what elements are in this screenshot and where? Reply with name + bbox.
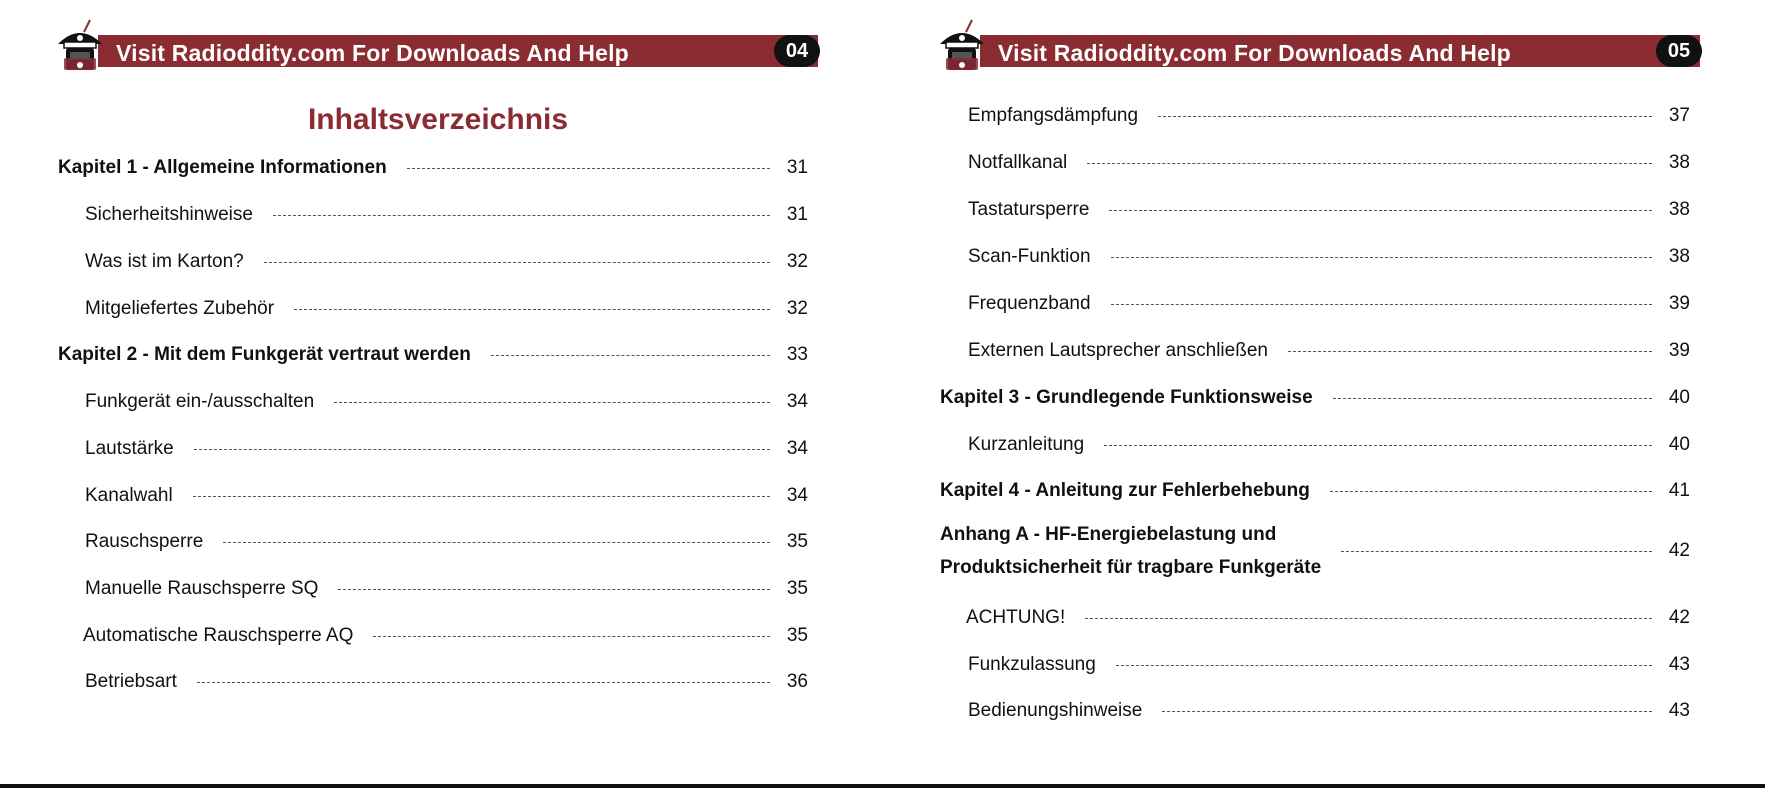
toc-entry[interactable]	[966, 605, 1690, 631]
toc-entry-label: Betriebsart	[85, 671, 177, 692]
toc-entry[interactable]	[968, 150, 1690, 176]
toc-entry[interactable]	[85, 249, 808, 275]
toc-entry-label: Rauschsperre	[85, 531, 204, 552]
toc-entry[interactable]	[968, 197, 1690, 223]
dot-leader	[197, 682, 770, 683]
toc-entry[interactable]	[85, 576, 808, 602]
dot-leader	[334, 402, 770, 403]
toc-entry-label: Funkzulassung	[968, 654, 1096, 675]
toc-entry[interactable]	[968, 291, 1690, 317]
toc-page-right	[940, 0, 1700, 788]
toc-entry[interactable]	[85, 202, 808, 228]
toc-entry-label: Manuelle Rauschsperre SQ	[85, 578, 319, 599]
page-header	[58, 18, 818, 70]
toc-entry-page: 38	[1668, 199, 1690, 220]
toc-entry-page: 31	[786, 204, 808, 225]
pirate-radio-mascot-icon	[56, 18, 104, 78]
toc-entry-label: Funkgerät ein-/ausschalten	[85, 391, 315, 412]
dot-leader	[338, 589, 770, 590]
toc-entry-label: Empfangsdämpfung	[968, 105, 1139, 126]
toc-entry-label: Tastatursperre	[968, 199, 1090, 220]
dot-leader	[1111, 304, 1652, 305]
toc-entry-label: Frequenzband	[968, 293, 1091, 314]
toc-entry-label: Externen Lautsprecher anschließen	[968, 340, 1268, 361]
toc-entry-label: Kapitel 2 - Mit dem Funkgerät vertraut werden	[58, 344, 471, 365]
toc-entry[interactable]	[968, 338, 1690, 364]
toc-entry-label	[940, 518, 1321, 584]
toc-entry[interactable]	[85, 296, 808, 322]
dot-leader	[1341, 551, 1652, 552]
header-text: Visit Radioddity.com For Downloads And Help	[116, 40, 629, 66]
toc-entry[interactable]	[85, 483, 808, 509]
toc-entry-page: 41	[1668, 480, 1690, 501]
toc-entry-page: 40	[1668, 387, 1690, 408]
toc-entry-page: 31	[786, 157, 808, 178]
toc-entry-page: 34	[786, 485, 808, 506]
toc-entry-page: 42	[1668, 607, 1690, 628]
toc-appendix-a[interactable]	[940, 519, 1690, 583]
dot-leader	[373, 636, 770, 637]
dot-leader	[1087, 163, 1652, 164]
page-number-badge: 05	[1656, 35, 1702, 67]
toc-chapter-1[interactable]	[58, 155, 808, 181]
toc-entry-label-line1: Anhang A - HF-Energiebelastung und	[940, 524, 1277, 545]
toc-entry[interactable]	[85, 389, 808, 415]
dot-leader	[491, 355, 770, 356]
toc-entry-page: 35	[786, 578, 808, 599]
toc-entry[interactable]	[83, 623, 808, 649]
toc-title: Inhaltsverzeichnis	[307, 103, 569, 136]
toc-entry-page: 43	[1668, 654, 1690, 675]
toc-entry-page: 39	[1668, 340, 1690, 361]
toc-entry-label: Lautstärke	[85, 438, 174, 459]
toc-entry-label: Bedienungshinweise	[968, 700, 1143, 721]
toc-entry-label: Notfallkanal	[968, 152, 1068, 173]
toc-entry-label-line2: Produktsicherheit für tragbare Funkgeräte	[940, 557, 1322, 578]
toc-entry-page: 32	[786, 298, 808, 319]
toc-entry[interactable]	[968, 103, 1690, 129]
toc-entry-label: Automatische Rauschsperre AQ	[83, 625, 354, 646]
dot-leader	[1116, 665, 1652, 666]
toc-entry-label: Kapitel 4 - Anleitung zur Fehlerbehebung	[940, 480, 1310, 501]
dot-leader	[193, 496, 770, 497]
toc-entry[interactable]	[85, 669, 808, 695]
toc-entry-page: 32	[786, 251, 808, 272]
dot-leader	[1109, 210, 1652, 211]
toc-entry-label: Mitgeliefertes Zubehör	[85, 298, 275, 319]
toc-chapter-4[interactable]	[940, 478, 1690, 504]
dot-leader	[194, 449, 770, 450]
toc-entry-page: 37	[1668, 105, 1690, 126]
toc-page-left	[58, 0, 818, 788]
dot-leader	[264, 262, 770, 263]
toc-entry-label: Kanalwahl	[85, 485, 173, 506]
toc-entry-page: 35	[786, 625, 808, 646]
toc-chapter-2[interactable]	[58, 342, 808, 368]
toc-entry-page: 35	[786, 531, 808, 552]
toc-entry-page: 38	[1668, 152, 1690, 173]
toc-entry[interactable]	[968, 432, 1690, 458]
toc-entry[interactable]	[968, 698, 1690, 724]
toc-entry-label: Sicherheitshinweise	[85, 204, 253, 225]
header-text: Visit Radioddity.com For Downloads And Help	[998, 40, 1511, 66]
toc-chapter-3[interactable]	[940, 385, 1690, 411]
toc-entry-page: 33	[786, 344, 808, 365]
page-number-badge: 04	[774, 35, 820, 67]
toc-entry-label: Was ist im Karton?	[85, 251, 244, 272]
pirate-radio-mascot-icon	[938, 18, 986, 78]
bottom-border	[0, 784, 1765, 788]
toc-entry-page: 40	[1668, 434, 1690, 455]
dot-leader	[223, 542, 770, 543]
toc-entry-page: 36	[786, 671, 808, 692]
toc-entry-label: Kapitel 1 - Allgemeine Informationen	[58, 157, 387, 178]
toc-entry-page: 34	[786, 391, 808, 412]
dot-leader	[1333, 398, 1652, 399]
dot-leader	[1288, 351, 1652, 352]
dot-leader	[1104, 445, 1652, 446]
dot-leader	[407, 168, 770, 169]
dot-leader	[1162, 711, 1652, 712]
dot-leader	[1111, 257, 1652, 258]
toc-entry-page: 38	[1668, 246, 1690, 267]
toc-entry-page: 42	[1668, 540, 1690, 561]
toc-entry[interactable]	[968, 244, 1690, 270]
toc-entry-page: 43	[1668, 700, 1690, 721]
toc-entry-label: Kapitel 3 - Grundlegende Funktionsweise	[940, 387, 1313, 408]
dot-leader	[1330, 491, 1652, 492]
toc-entry-label: Scan-Funktion	[968, 246, 1091, 267]
toc-entry-page: 39	[1668, 293, 1690, 314]
dot-leader	[294, 309, 770, 310]
toc-entry[interactable]	[968, 652, 1690, 678]
toc-entry-label: Kurzanleitung	[968, 434, 1085, 455]
toc-entry[interactable]	[85, 436, 808, 462]
toc-entry-label: ACHTUNG!	[966, 607, 1066, 628]
dot-leader	[1158, 116, 1652, 117]
dot-leader	[273, 215, 770, 216]
toc-entry[interactable]	[85, 529, 808, 555]
dot-leader	[1085, 618, 1652, 619]
page-header	[940, 18, 1700, 70]
toc-entry-page: 34	[786, 438, 808, 459]
